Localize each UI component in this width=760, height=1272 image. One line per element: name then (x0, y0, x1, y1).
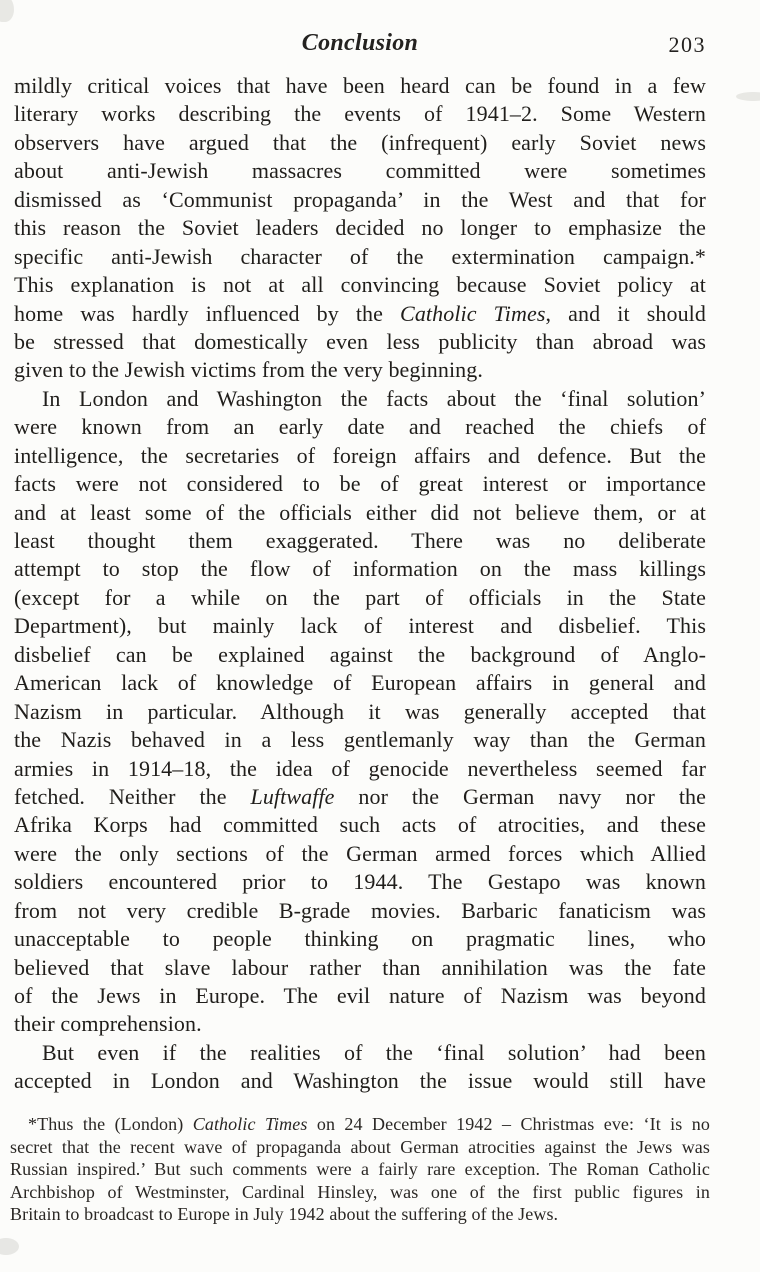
text-line: This explanation is not at all convincing because Soviet policy at (14, 272, 706, 298)
text-line: Department), but mainly lack of interest and disbelief. This (14, 613, 706, 639)
scan-artifact (0, 0, 14, 22)
text-line: about anti-Jewish massacres committed were sometimes (14, 158, 706, 184)
chapter-title: Conclusion (301, 30, 419, 56)
text-line: soldiers encountered prior to 1944. The Gestapo was known (14, 869, 706, 895)
text-line: attempt to stop the flow of information on the mass killings (14, 556, 706, 582)
text-line: from not very credible B-grade movies. Barbaric fanaticism was (14, 897, 706, 923)
text-line: of the Jews in Europe. The evil nature of Nazism was beyond (14, 983, 706, 1008)
text-line: literary works describing the events of 1941–2. Some Western (14, 101, 706, 127)
text-line: and at least some of the officials either did not believe them, or at (14, 499, 706, 525)
text-line: home was hardly influenced by the Catholic Times, and it should (14, 300, 706, 326)
text-line: intelligence, the secretaries of foreign affairs and defence. But the (14, 442, 706, 468)
text-line: (except for a while on the part of officials in the State (14, 584, 706, 610)
running-head (14, 30, 706, 62)
text-line: In London and Washington the facts about the ‘final solution’ (42, 385, 706, 411)
footnote-line: Russian inspired.’ But such comments were a fairly rare exception. The Roman Catholic (10, 1159, 710, 1180)
text-line: armies in 1914–18, the idea of genocide nevertheless seemed far (14, 755, 706, 781)
text-line: their comprehension. (14, 1011, 202, 1037)
text-line: were the only sections of the German armed forces which Allied (14, 840, 706, 866)
text-line: dismissed as ‘Communist propaganda’ in the West and that for (14, 186, 706, 212)
page-number: 203 (668, 32, 706, 57)
footnote-line: Britain to broadcast to Europe in July 1942 about the suffering of the Jews. (10, 1204, 559, 1225)
footnote-line: Archbishop of Westminster, Cardinal Hinsley, was one of the first public figures in (10, 1181, 710, 1202)
text-line: unacceptable to people thinking on pragmatic lines, who (14, 926, 706, 952)
footnote-line: secret that the recent wave of propaganda about German atrocities against the Jews was (10, 1136, 710, 1157)
text-line: Afrika Korps had committed such acts of atrocities, and these (14, 812, 706, 838)
text-line: Nazism in particular. Although it was generally accepted that (14, 698, 706, 724)
footnote-line: *Thus the (London) Catholic Times on 24 December 1942 – Christmas eve: ‘It is no (28, 1114, 710, 1134)
text-line: disbelief can be explained against the background of Anglo- (14, 641, 706, 667)
text-line: American lack of knowledge of European affairs in general and (14, 670, 706, 696)
scan-artifact (0, 1238, 19, 1255)
text-line: fetched. Neither the Luftwaffe nor the German navy nor the (14, 783, 706, 809)
text-line: were known from an early date and reached the chiefs of (14, 414, 706, 440)
text-line: But even if the realities of the ‘final solution’ had been (42, 1039, 706, 1065)
footnote-text (10, 1113, 710, 1226)
text-line: the Nazis behaved in a less gentlemanly way than the German (14, 727, 706, 753)
text-line: be stressed that domestically even less publicity than abroad was (14, 328, 706, 354)
text-line: least thought them exaggerated. There was no deliberate (14, 528, 706, 553)
text-line: this reason the Soviet leaders decided no longer to emphasize the (14, 215, 706, 241)
text-line: facts were not considered to be of great interest or importance (14, 471, 706, 497)
text-line: given to the Jewish victims from the very beginning. (14, 357, 483, 383)
text-line: mildly critical voices that have been heard can be found in a few (14, 73, 706, 98)
body-text (14, 72, 706, 1096)
text-line: specific anti-Jewish character of the extermination campaign.* (14, 243, 706, 269)
text-line: observers have argued that the (infrequent) early Soviet news (14, 129, 706, 155)
text-line: believed that slave labour rather than annihilation was the fate (14, 954, 706, 980)
text-line: accepted in London and Washington the issue would still have (14, 1068, 706, 1094)
scan-artifact (736, 92, 760, 101)
